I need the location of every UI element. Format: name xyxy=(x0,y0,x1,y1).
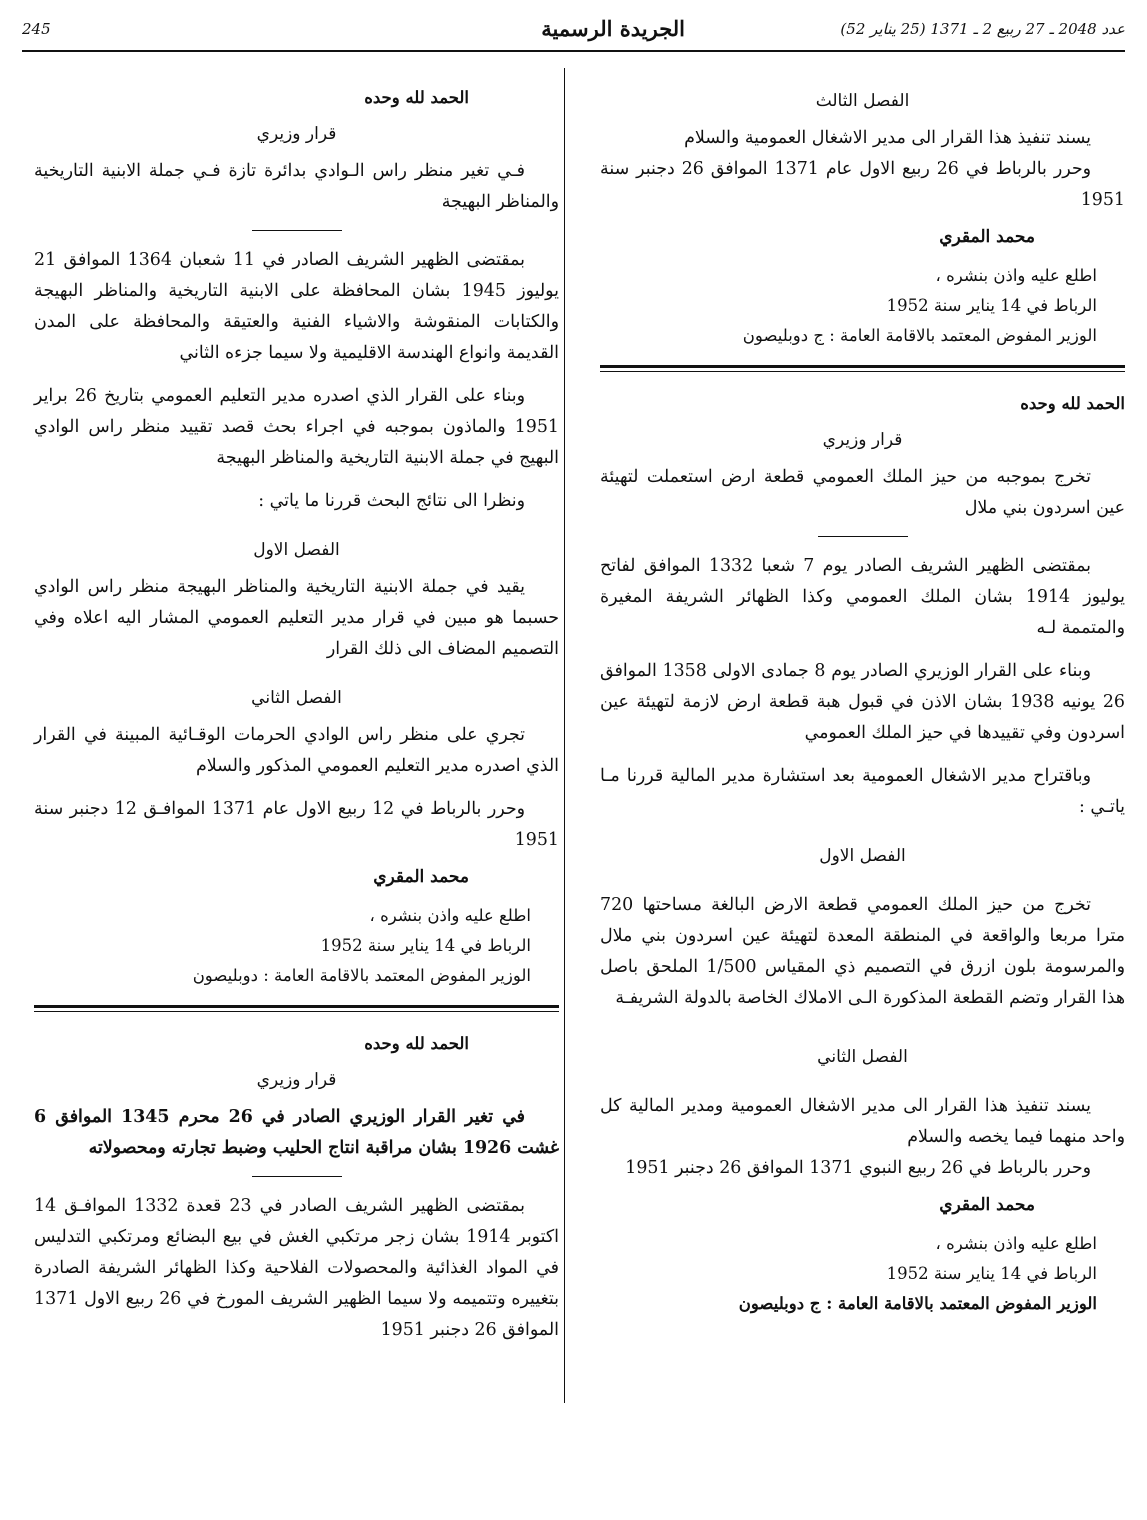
paragraph: وبناء على القرار الذي اصدره مدير التعليم العمومي بتاريخ 26 براير 1951 والماذون بموجبه في اجراء بحث قصد تقييد منظر راس الوادي البهيج في جملة الابنية التاريخية والمناظر البهيجة xyxy=(34,386,559,468)
chapter-heading: الفصل الثالث xyxy=(815,91,910,111)
gazette-title: الجريدة الرسمية xyxy=(541,16,685,41)
decree-title: قرار وزيري xyxy=(256,124,337,144)
basmala: الحمد لله وحده xyxy=(364,88,469,107)
chapter-heading: الفصل الثاني xyxy=(817,1047,908,1067)
paragraph: ونظرا الى نتائج البحث قررنا ما ياتي : xyxy=(258,491,525,511)
basmala: الحمد لله وحده xyxy=(1020,394,1125,413)
gazette-page xyxy=(22,16,1125,1506)
short-rule xyxy=(252,1176,342,1177)
section-rule xyxy=(34,1005,559,1012)
left-column xyxy=(34,80,559,1500)
signature: محمد المقري xyxy=(373,867,469,887)
approval-signatory: الوزير المفوض المعتمد بالاقامة العامة : ج دوبليصون xyxy=(738,1294,1097,1313)
short-rule xyxy=(252,230,342,231)
approval-line: اطلع عليه واذن بنشره ، xyxy=(935,266,1097,285)
section-rule xyxy=(600,365,1125,372)
decree-subject: فـي تغير منظر راس الـوادي بدائرة تازة فـي جملة الابنية التاريخية والمناظر البهيجة xyxy=(34,161,559,212)
paragraph: وبناء على القرار الوزيري الصادر يوم 8 جمادى الاولى 1358 الموافق 26 يونيه 1938 بشان الاذن في قبول هبة قطعة ارض لازمة لتهيئة عين اسردون وفي تقييدها في حيز الملك العمومي xyxy=(600,661,1125,743)
page-header xyxy=(22,16,1125,52)
paragraph: وحرر بالرباط في 12 ربيع الاول عام 1371 الموافـق 12 دجنبر سنة 1951 xyxy=(34,799,559,850)
paragraph: يسند تنفيذ هذا القرار الى مدير الاشغال العمومية والسلام xyxy=(684,128,1091,148)
basmala: الحمد لله وحده xyxy=(364,1034,469,1053)
page-number: 245 xyxy=(22,20,51,38)
paragraph: بمقتضى الظهير الشريف الصادر يوم 7 شعبا 1332 الموافق لفاتح يوليوز 1914 بشان الملك العمومي وكذا الظهائر الشريفة المغيرة والمتممة لـه xyxy=(600,556,1125,638)
decree-subject: في تغير القرار الوزيري الصادر في 26 محرم 1345 الموافق 6 غشت 1926 بشان مراقبة انتاج الحليب وضبط تجارته ومحصولاته xyxy=(34,1107,559,1158)
approval-signatory: الوزير المفوض المعتمد بالاقامة العامة : ج دوبليصون xyxy=(742,326,1097,345)
paragraph: يسند تنفيذ هذا القرار الى مدير الاشغال العمومية ومدير المالية كل واحد منهما فيما يخصه والسلام xyxy=(600,1096,1125,1147)
chapter-heading: الفصل الاول xyxy=(253,540,340,560)
approval-date: الرباط في 14 يناير سنة 1952 xyxy=(320,936,531,955)
approval-line: اطلع عليه واذن بنشره ، xyxy=(935,1234,1097,1253)
paragraph: تجري على منظر راس الوادي الحرمات الوقـائية المبينة في القرار الذي اصدره مدير التعليم العمومي المذكور والسلام xyxy=(34,725,559,776)
approval-date: الرباط في 14 يناير سنة 1952 xyxy=(886,1264,1097,1283)
column-divider xyxy=(564,68,565,1403)
paragraph: يقيد في جملة الابنية التاريخية والمناظر البهيجة منظر راس الوادي حسبما هو مبين في قرار مدير التعليم العمومي المشار اليه اعلاه وفي التصميم المضاف الى ذلك القرار xyxy=(34,577,559,659)
paragraph: تخرج من حيز الملك العمومي قطعة الارض البالغة مساحتها 720 مترا مربعا والواقعة في المنطقة المعدة لتهيئة عين اسردون بني ملال والمرسومة بلون ازرق في التصميم ذي المقياس 1/500 الملحق باصل هذا القرار وتضم القطعة المذكورة الـى الاملاك الخاصة بالدولة الشريفـة xyxy=(600,895,1125,1008)
signature: محمد المقري xyxy=(939,1195,1035,1215)
paragraph: بمقتضى الظهير الشريف الصادر في 23 قعدة 1332 الموافـق 14 اكتوبر 1914 بشان زجر مرتكبي الغش في بيع البضائع ومرتكبي التدليس في المواد الغذائية والمحصولات الفلاحية وكذا الظهائر الشريفة الصادرة بتغييره وتتميمه ولا سيما الظهير الشريف المورخ في 26 ربيع الاول 1371 الموافق 26 دجنبر 1951 xyxy=(34,1196,560,1340)
approval-date: الرباط في 14 يناير سنة 1952 xyxy=(886,296,1097,315)
paragraph: بمقتضى الظهير الشريف الصادر في 11 شعبان 1364 الموافق 21 يوليوز 1945 بشان المحافظة على الابنية التاريخية والمناظر البهيجة والكتابات المنقوشة والاشياء الفنية والعتيقة والمحافظة على المدن القديمة وانواع الهندسة الاقليمية ولا سيما جزءه الثاني xyxy=(34,250,559,363)
issue-line: عدد 2048 ـ 27 ربيع 2 ـ 1371 (25 يناير 52) xyxy=(840,20,1125,38)
approval-signatory: الوزير المفوض المعتمد بالاقامة العامة : دوبليصون xyxy=(192,966,531,985)
decree-title: قرار وزيري xyxy=(822,430,903,450)
paragraph: وحرر بالرباط في 26 ربيع الاول عام 1371 الموافق 26 دجنبر سنة 1951 xyxy=(600,159,1125,210)
signature: محمد المقري xyxy=(939,227,1035,247)
paragraph: وباقتراح مدير الاشغال العمومية بعد استشارة مدير المالية قررنا مـا ياتـي : xyxy=(600,766,1125,817)
right-column xyxy=(600,80,1125,1500)
short-rule xyxy=(818,536,908,537)
chapter-heading: الفصل الاول xyxy=(819,846,906,866)
decree-subject: تخرج بموجبه من حيز الملك العمومي قطعة ارض استعملت لتهيئة عين اسردون بني ملال xyxy=(600,467,1125,518)
approval-line: اطلع عليه واذن بنشره ، xyxy=(369,906,531,925)
chapter-heading: الفصل الثاني xyxy=(251,688,342,708)
decree-title: قرار وزيري xyxy=(256,1070,337,1090)
paragraph: وحرر بالرباط في 26 ربيع النبوي 1371 الموافق 26 دجنبر 1951 xyxy=(625,1158,1091,1178)
